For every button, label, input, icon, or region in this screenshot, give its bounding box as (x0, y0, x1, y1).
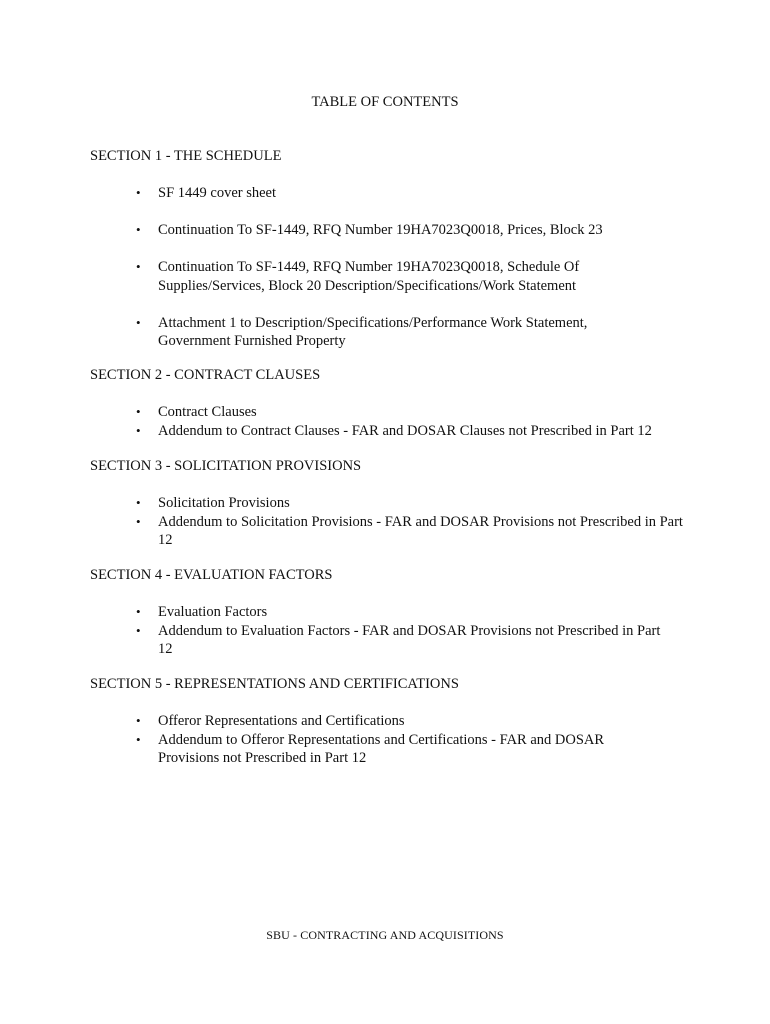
list-item (134, 221, 694, 240)
list-item (134, 258, 658, 295)
bullet-icon: • (136, 314, 141, 330)
section-heading-3: SECTION 3 - SOLICITATION PROVISIONS (90, 458, 362, 474)
section-heading-2: SECTION 2 - CONTRACT CLAUSES (90, 367, 321, 383)
section-2-list (134, 403, 694, 440)
list-item-text: Solicitation Provisions (158, 495, 290, 511)
section-4-list (134, 603, 694, 659)
list-item (134, 731, 658, 768)
bullet-icon: • (136, 185, 141, 200)
list-item (134, 603, 694, 622)
bullet-icon: • (136, 222, 141, 237)
section-1-list (134, 184, 694, 351)
page-footer: SBU - CONTRACTING AND ACQUISITIONS (266, 928, 504, 942)
list-item (134, 622, 678, 659)
page-title: TABLE OF CONTENTS (311, 94, 459, 110)
list-item (134, 712, 694, 731)
bullet-icon: • (136, 604, 141, 619)
list-item-text: Continuation To SF-1449, RFQ Number 19HA7023Q0018, Prices, Block 23 (158, 222, 603, 238)
list-item (134, 184, 694, 203)
list-item (134, 513, 698, 550)
bullet-icon: • (136, 259, 141, 274)
section-5-list (134, 712, 694, 768)
bullet-icon: • (136, 622, 141, 638)
list-item-text: Continuation To SF-1449, RFQ Number 19HA7023Q0018, Schedule Of Supplies/Services, Block 20 Description/Specifications/Work Statement (158, 259, 580, 294)
bullet-icon: • (136, 713, 141, 728)
section-heading-1: SECTION 1 - THE SCHEDULE (90, 148, 282, 164)
list-item (134, 494, 694, 513)
section-heading-5: SECTION 5 - REPRESENTATIONS AND CERTIFICATIONS (90, 676, 459, 692)
list-item (134, 314, 658, 351)
list-item-text: Addendum to Offeror Representations and Certifications - FAR and DOSAR Provisions not Prescribed in Part 12 (158, 731, 605, 766)
list-item-text: Offeror Representations and Certifications (158, 713, 405, 729)
section-heading-4: SECTION 4 - EVALUATION FACTORS (90, 567, 333, 583)
list-item-text: Addendum to Evaluation Factors - FAR and DOSAR Provisions not Prescribed in Part 12 (158, 622, 661, 657)
bullet-icon: • (136, 495, 141, 510)
list-item-text: Evaluation Factors (158, 604, 268, 620)
bullet-icon: • (136, 731, 141, 747)
list-item (134, 422, 718, 441)
list-item-text: Attachment 1 to Description/Specifications/Performance Work Statement, Government Furnished Property (158, 314, 588, 349)
list-item-text: Addendum to Contract Clauses - FAR and DOSAR Clauses not Prescribed in Part 12 (158, 422, 652, 439)
bullet-icon: • (136, 422, 141, 438)
bullet-icon: • (136, 404, 141, 419)
list-item (134, 403, 694, 422)
list-item-text: Contract Clauses (158, 404, 257, 420)
list-item-text: Addendum to Solicitation Provisions - FAR and DOSAR Provisions not Prescribed in Part 12 (158, 513, 683, 548)
list-item-text: SF 1449 cover sheet (158, 185, 276, 201)
bullet-icon: • (136, 513, 141, 529)
section-3-list (134, 494, 694, 550)
